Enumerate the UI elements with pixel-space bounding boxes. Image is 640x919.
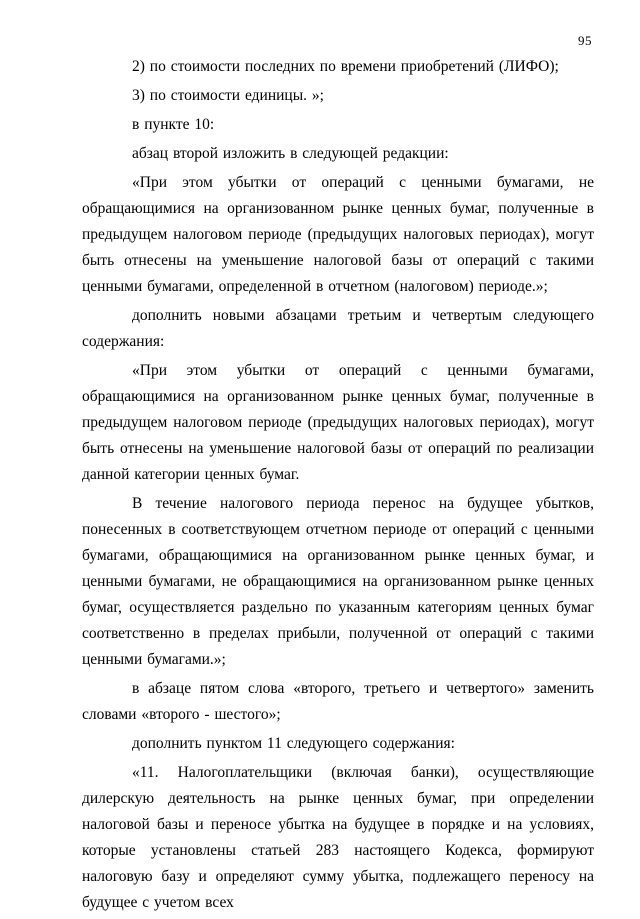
paragraph: «11. Налогоплательщики (включая банки), осуществляющие дилерскую деятельность на рынке ценных бумаг, при определении налоговой базы и переносе убытка на будущее в порядке и на условиях, которые установлены статьей 283 настоящего Кодекса, формируют налоговую базу и определяют сумму убытка, подлежащего переносу на будущее с учетом всех [82, 764, 594, 911]
paragraph: абзац второй изложить в следующей редакции: [132, 145, 449, 162]
paragraph: «При этом убытки от операций с ценными бумагами, обращающимися на организованном рынке ценных бумаг, полученные в предыдущем налоговом периоде (предыдущих налоговых периодах), могут быть отнесены на уменьшение налоговой базы от операций по реализации данной категории ценных бумаг. [82, 362, 594, 483]
paragraph: В течение налогового периода перенос на будущее убытков, понесенных в соответствующем отчетном периоде от операций с ценными бумагами, обращающимися на организованном рынке ценных бумаг, и ценными бумагами, не обращающимися на организованном рынке ценных бумаг, осуществляется раздельно по указанным категориям ценных бумаг соответственно в пределах прибыли, полученной от операций с такими ценными бумагами.»; [82, 495, 594, 668]
document-content [82, 54, 594, 919]
paragraph: «При этом убытки от операций с ценными бумагами, не обращающимися на организованном рынке ценных бумаг, полученные в предыдущем налоговом периоде (предыдущих налоговых периодах), могут быть отнесены на уменьшение налоговой базы от операций с такими ценными бумагами, определенной в отчетном (налоговом) периоде.»; [82, 174, 594, 295]
paragraph: в абзаце пятом слова «второго, третьего и четвертого» заменить словами «второго - шестого»; [82, 680, 594, 723]
paragraph: в пункте 10: [132, 116, 215, 133]
paragraph: дополнить новыми абзацами третьим и четвертым следующего содержания: [82, 307, 594, 350]
paragraph: дополнить пунктом 11 следующего содержания: [132, 735, 455, 752]
paragraph: 3) по стоимости единицы. »; [132, 87, 324, 104]
page-number: 95 [578, 33, 592, 48]
paragraph: 2) по стоимости последних по времени приобретений (ЛИФО); [132, 58, 559, 75]
